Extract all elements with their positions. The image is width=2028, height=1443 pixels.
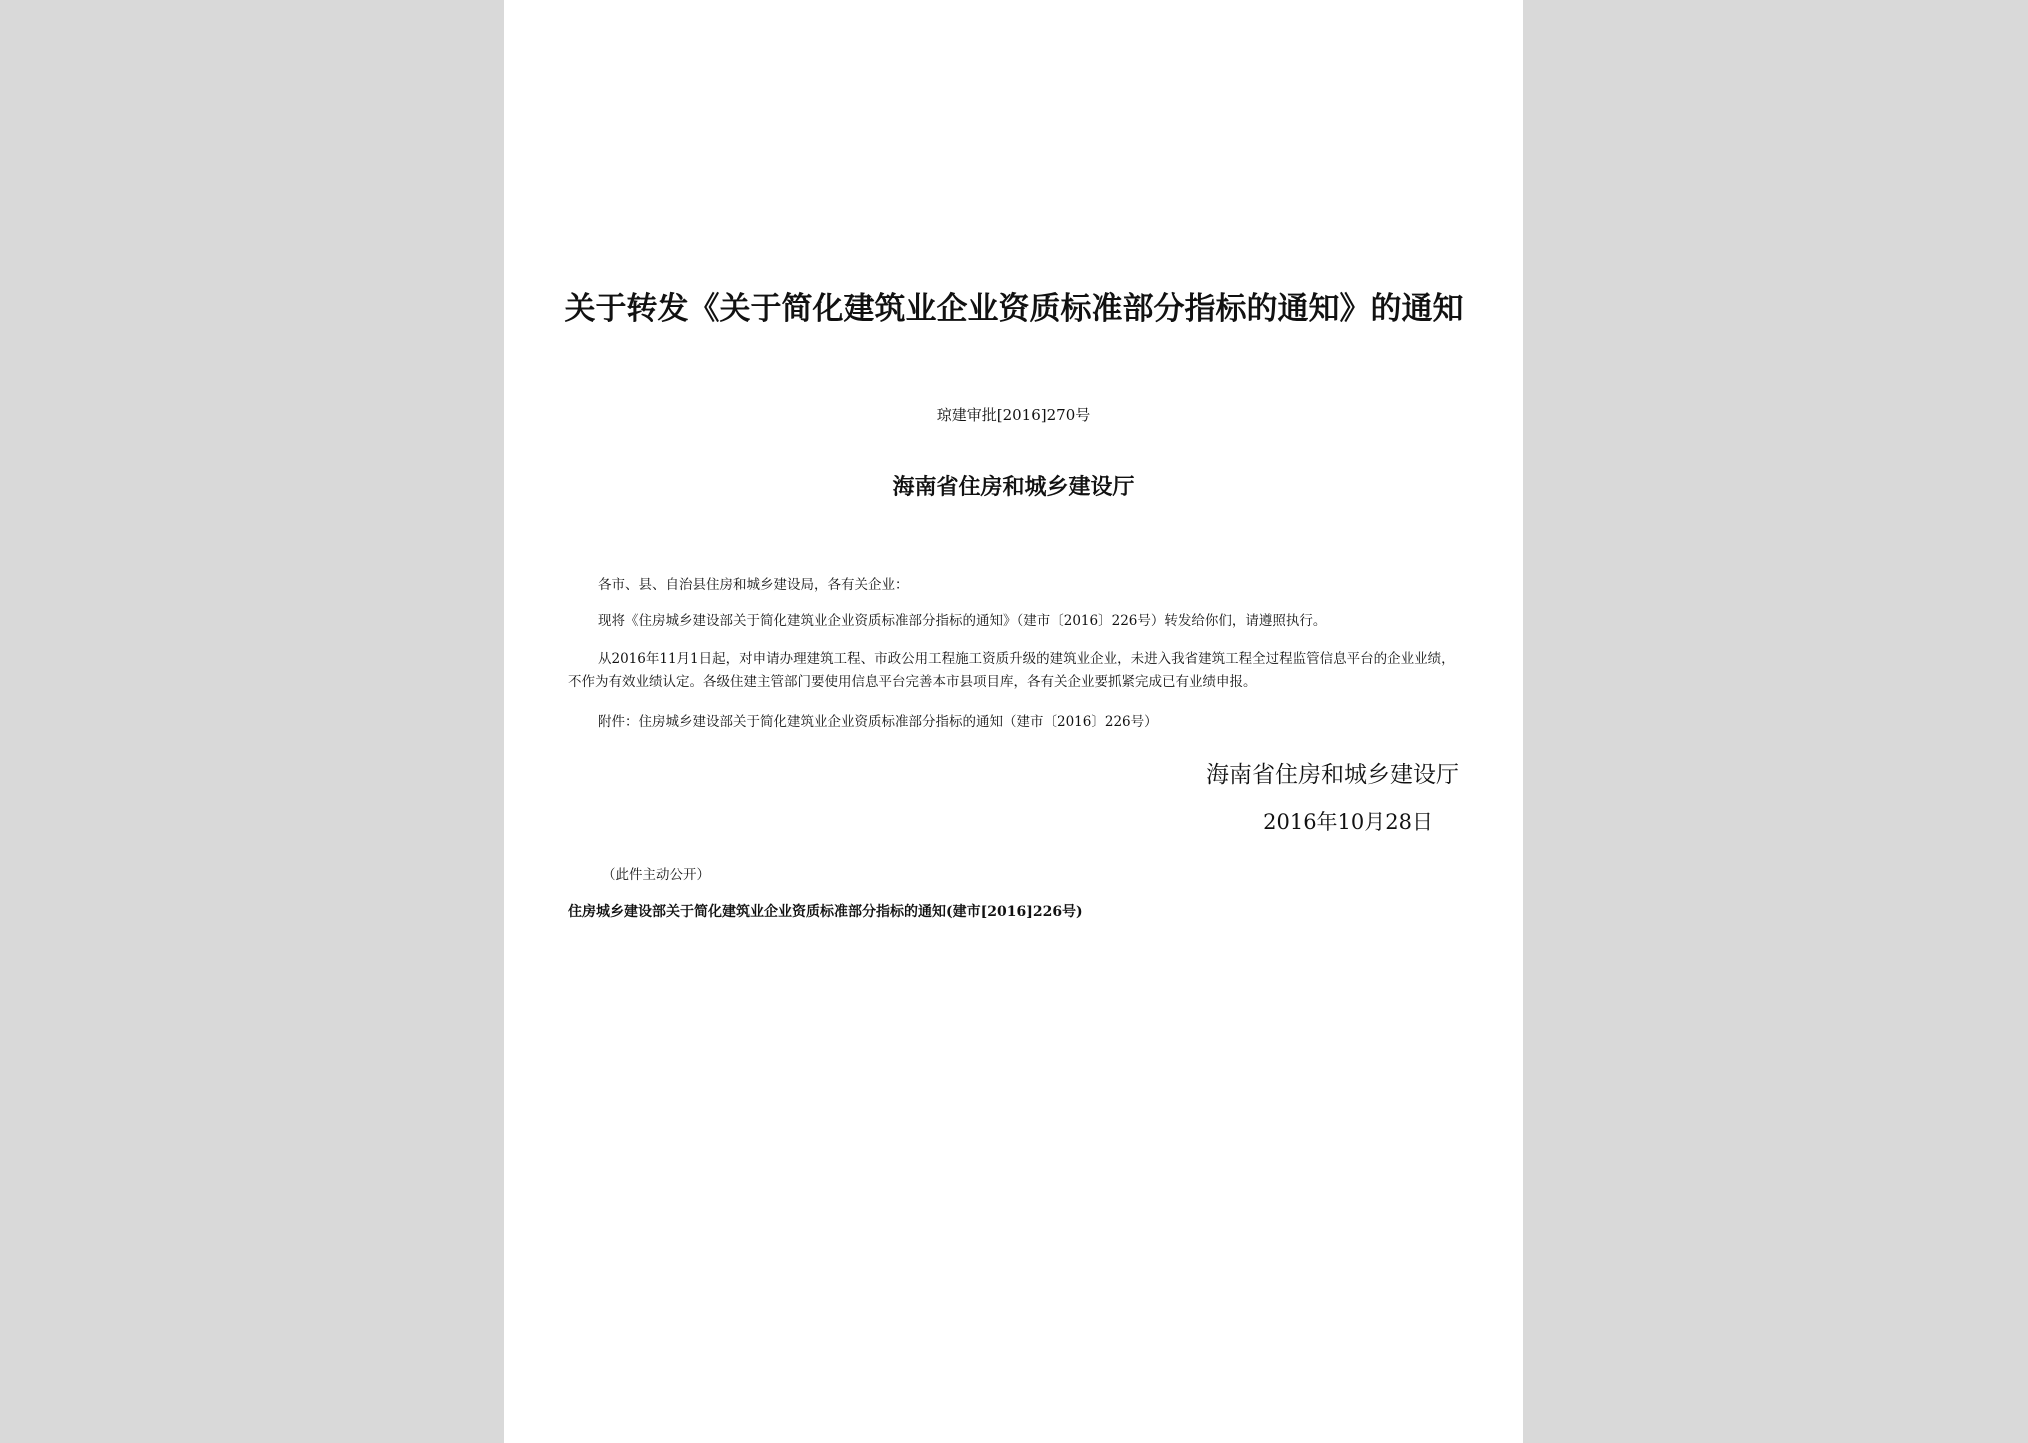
salutation-paragraph: 各市、县、自治县住房和城乡建设局，各有关企业： [598, 577, 909, 593]
attachment-paragraph: 附件：住房城乡建设部关于简化建筑业企业资质标准部分指标的通知（建市〔2016〕226号） [598, 714, 1158, 730]
signature-organization: 海南省住房和城乡建设厅 [1206, 762, 1459, 788]
document-number: 琼建审批[2016]270号 [936, 406, 1091, 424]
requirement-paragraph: 从2016年11月1日起，对申请办理建筑工程、市政公用工程施工资质升级的建筑业企业，未进入我省建筑工程全过程监管信息平台的企业业绩，不作为有效业绩认定。各级住建主管部门要使用信息平台完善本市县项目库，各有关企业要抓紧完成已有业绩申报。 [568, 651, 1455, 690]
document-title: 关于转发《关于简化建筑业企业资质标准部分指标的通知》的通知 [564, 291, 1464, 327]
disclosure-note: （此件主动公开） [602, 867, 710, 883]
issuing-organization: 海南省住房和城乡建设厅 [892, 474, 1135, 500]
forward-paragraph: 现将《住房城乡建设部关于简化建筑业企业资质标准部分指标的通知》（建市〔2016〕226号）转发给你们，请遵照执行。 [598, 613, 1327, 629]
document-page [504, 0, 1523, 1443]
signature-date: 2016年10月28日 [1263, 810, 1433, 834]
attachment-title: 住房城乡建设部关于简化建筑业企业资质标准部分指标的通知(建市[2016]226号) [568, 904, 1083, 920]
